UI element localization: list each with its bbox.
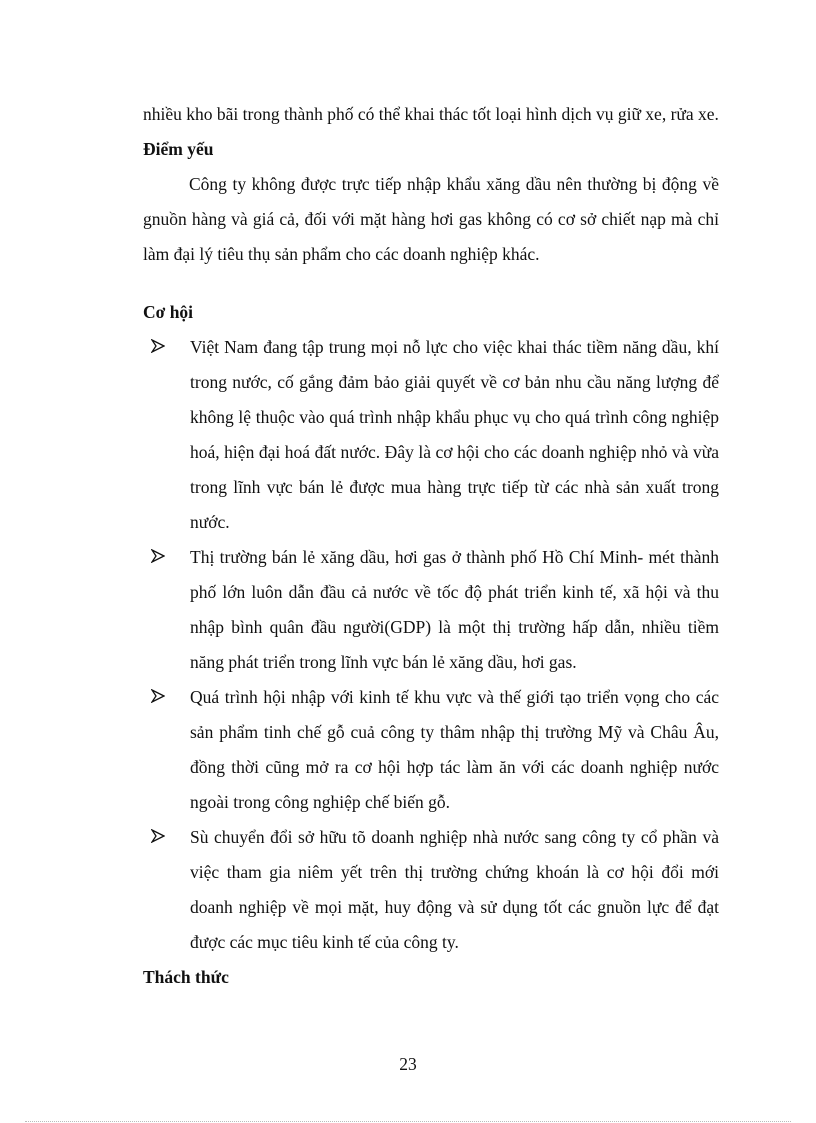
list-item xyxy=(143,680,719,820)
page-bottom-divider xyxy=(25,1121,791,1122)
weakness-heading: Điểm yếu xyxy=(143,139,214,159)
arrow-bullet-icon xyxy=(151,339,165,353)
arrow-bullet-icon xyxy=(151,689,165,703)
list-item xyxy=(143,820,719,960)
list-item-text: Sù chuyển đổi sở hữu tõ doanh nghiệp nhà nước sang công ty cổ phần và việc tham gia niêm yết trên thị trường chứng khoán là cơ hội đổi mới doanh nghiệp về mọi mặt, huy động và sử dụng tốt các gnuồn lực để đạt được các mục tiêu kinh tế của công ty. xyxy=(190,827,719,952)
arrow-bullet-icon xyxy=(151,829,165,843)
challenges-heading: Thách thức xyxy=(143,967,229,987)
page-number: 23 xyxy=(399,1054,417,1074)
opportunities-list xyxy=(143,330,719,960)
page-content xyxy=(143,97,719,995)
list-item-text: Thị trường bán lẻ xăng dầu, hơi gas ở thành phố Hồ Chí Minh- mét thành phố lớn luôn dẫn đầu cả nước về tốc độ phát triển kinh tế, xã hội và thu nhập bình quân đầu người(GDP) là một thị trường hấp dẫn, nhiều tiềm năng phát triển trong lĩnh vực bán lẻ xăng dầu, hơi gas. xyxy=(190,547,719,672)
intro-paragraph: nhiều kho bãi trong thành phố có thể khai thác tốt loại hình dịch vụ giữ xe, rửa xe. xyxy=(143,104,719,124)
list-item-text: Quá trình hội nhập với kinh tế khu vực và thế giới tạo triển vọng cho các sản phẩm tinh chế gỗ cuả công ty thâm nhập thị trường Mỹ và Châu Âu, đồng thời cũng mở ra cơ hội hợp tác làm ăn với các doanh nghiệp nước ngoài trong công nghiệp chế biến gỗ. xyxy=(190,687,719,812)
opportunities-heading: Cơ hội xyxy=(143,302,194,322)
list-item-text: Việt Nam đang tập trung mọi nỗ lực cho việc khai thác tiềm năng dầu, khí trong nước, cố gắng đảm bảo giải quyết về cơ bản nhu cầu năng lượng để không lệ thuộc vào quá trình nhập khẩu phục vụ cho quá trình công nghiệp hoá, hiện đại hoá đất nước. Đây là cơ hội cho các doanh nghiệp nhỏ và vừa trong lĩnh vực bán lẻ được mua hàng trực tiếp từ các nhà sản xuất trong nước. xyxy=(190,337,719,532)
arrow-bullet-icon xyxy=(151,549,165,563)
weakness-paragraph: Công ty không được trực tiếp nhập khẩu xăng dầu nên thường bị động về gnuồn hàng và giá cả, đối với mặt hàng hơi gas không có cơ sở chiết nạp mà chỉ làm đại lý tiêu thụ sản phẩm cho các doanh nghiệp khác. xyxy=(143,174,719,264)
list-item xyxy=(143,540,719,680)
section-spacer xyxy=(143,272,719,295)
list-item xyxy=(143,330,719,540)
